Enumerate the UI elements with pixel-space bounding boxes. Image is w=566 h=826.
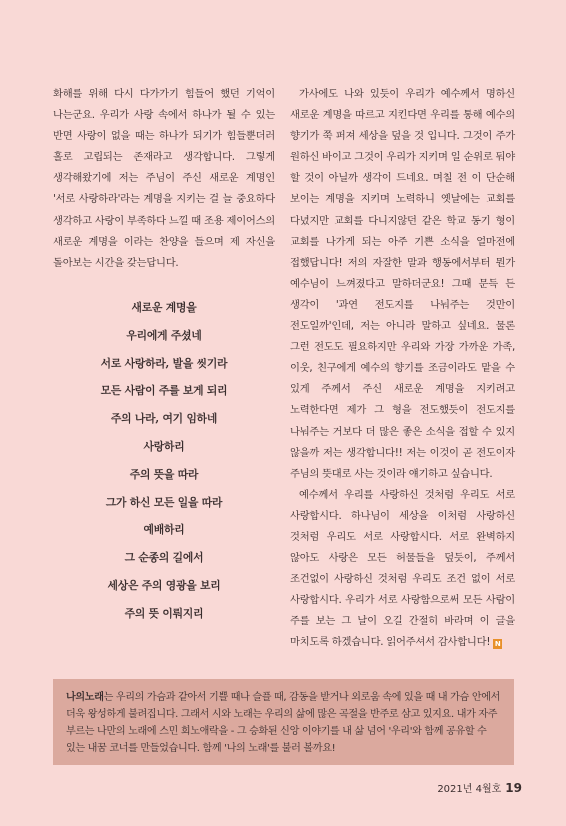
right-column [290,84,515,654]
lyric-line: 그 순종의 길에서 [124,551,204,565]
column-intro-box [53,679,514,765]
issue-label: 2021년 4월호 [437,784,502,795]
lyric-line: 새로운 계명을 [131,301,197,314]
page-footer [437,780,522,795]
left-paragraph: 화해를 위해 다시 다가가기 힘들어 했던 기억이 나는군요. 우리가 사랑 속에서 하나가 될 수 있는 반면 사랑이 없을 때는 하나가 되기가 힘들뿐더러 홀로 고립되는 존재라고 생각합니다. 그렇게 생각해왔기에 저는 주님이 주신 새로운 계명인 '서로 사랑하라'라는 계명을 지키는 걸 늘 중요하다 생각하고 사랑이 부족하다 느낄 때 조용 제이어스의 새로운 계명을 이라는 찬양을 들으며 제 자신을 돌아보는 시간을 갖는답니다. [53,88,275,269]
page-number: 19 [505,781,522,795]
left-column [53,84,275,274]
lyric-line: 주의 뜻 이뤄지리 [124,606,204,620]
column-title: 나의노래 [66,692,104,703]
song-lyrics [53,294,275,628]
end-mark-icon: N [494,640,501,649]
lyric-line: 주의 나라, 여기 임하네 [110,412,218,426]
column-intro-text: 는 우리의 가슴과 같아서 기쁠 때나 슬플 때, 감동을 받거나 외로움 속에 있을 때 내 가슴 안에서 더욱 왕성하게 불려집니다. 그래서 시와 노래는 우리의 삶에 많은 곡절을 반주로 삼고 있지요. 내가 자주 부르는 나만의 노래에 스민 희노애락을 - 그 승화된 신앙 이야기를 내 삶 넘어 '우리'와 함께 공유할 수 있는 내꿈 코너를 만들었습니다. 함께 '나의 노래'를 불러 볼까요! [66,692,501,754]
lyric-line: 서로 사랑하라, 발을 씻기라 [100,356,228,370]
lyric-line: 주의 뜻을 따라 [129,467,199,481]
lyric-line: 세상은 주의 영광을 보리 [107,578,221,592]
lyric-line: 우리에게 주셨네 [126,328,202,342]
right-paragraph-2 [290,485,515,654]
lyric-line: 그가 하신 모든 일을 따라 [105,495,223,509]
right-paragraph-1: 가사에도 나와 있듯이 우리가 예수께서 명하신 새로운 계명을 따르고 지킨다면 우리를 통해 예수의 향기가 쭉 퍼져 세상을 덮을 것 입니다. 그것이 주가 원하신 바이고 그것이 우리가 지키며 일 순위로 둬야 할 것이 아닐까 생각이 드네요. 며칠 전 이 단순해 보이는 계명을 지키며 노력하니 옛날에는 교회를 다녔지만 교회를 다니지않던 같은 학교 동기 형이 교회를 나가게 되는 아주 기쁜 소식을 얼마전에 접했답니다! 저의 자잘한 말과 행동에서부터 뭔가 예수님이 느껴졌다고 말하더군요! 그때 문득 든 생각이 '과연 전도지를 나눠주는 것만이 전도일까'인데, 저는 아니라 말하고 싶네요. 물론 그런 전도도 필요하지만 우리와 가장 가까운 가족, 이웃, 친구에게 예수의 향기를 조금이라도 맡을 수 있게 주께서 주신 새로운 계명을 지키려고 노력한다면 제가 그 형을 전도했듯이 전도지를 나눠주는 거보다 더 많은 좋은 소식을 접할 수 있지 않을까 저는 생각합니다!! 저는 이것이 곧 전도이자 주님의 뜻대로 사는 것이라 얘기하고 싶습니다. [290,88,515,480]
lyric-line: 사랑하리 [143,439,185,453]
lyric-line: 예배하리 [143,523,185,537]
right-paragraph-2-text: 예수께서 우리를 사랑하신 것처럼 우리도 서로 사랑합시다. 하나님이 세상을 이처럼 사랑하신 것처럼 우리도 서로 사랑합시다. 서로 완벽하지 않아도 사랑은 모든 허물들을 덮듯이, 주께서 조건없이 사랑하신 것처럼 우리도 조건 없이 서로 사랑합시다. 우리가 서로 사랑함으로써 모든 사람이 주를 보는 그 날이 오길 간절히 바라며 이 글을 마치도록 하겠습니다. 읽어주셔서 감사합니다! [290,488,515,649]
lyric-line: 모든 사람이 주를 보게 되리 [100,384,228,398]
